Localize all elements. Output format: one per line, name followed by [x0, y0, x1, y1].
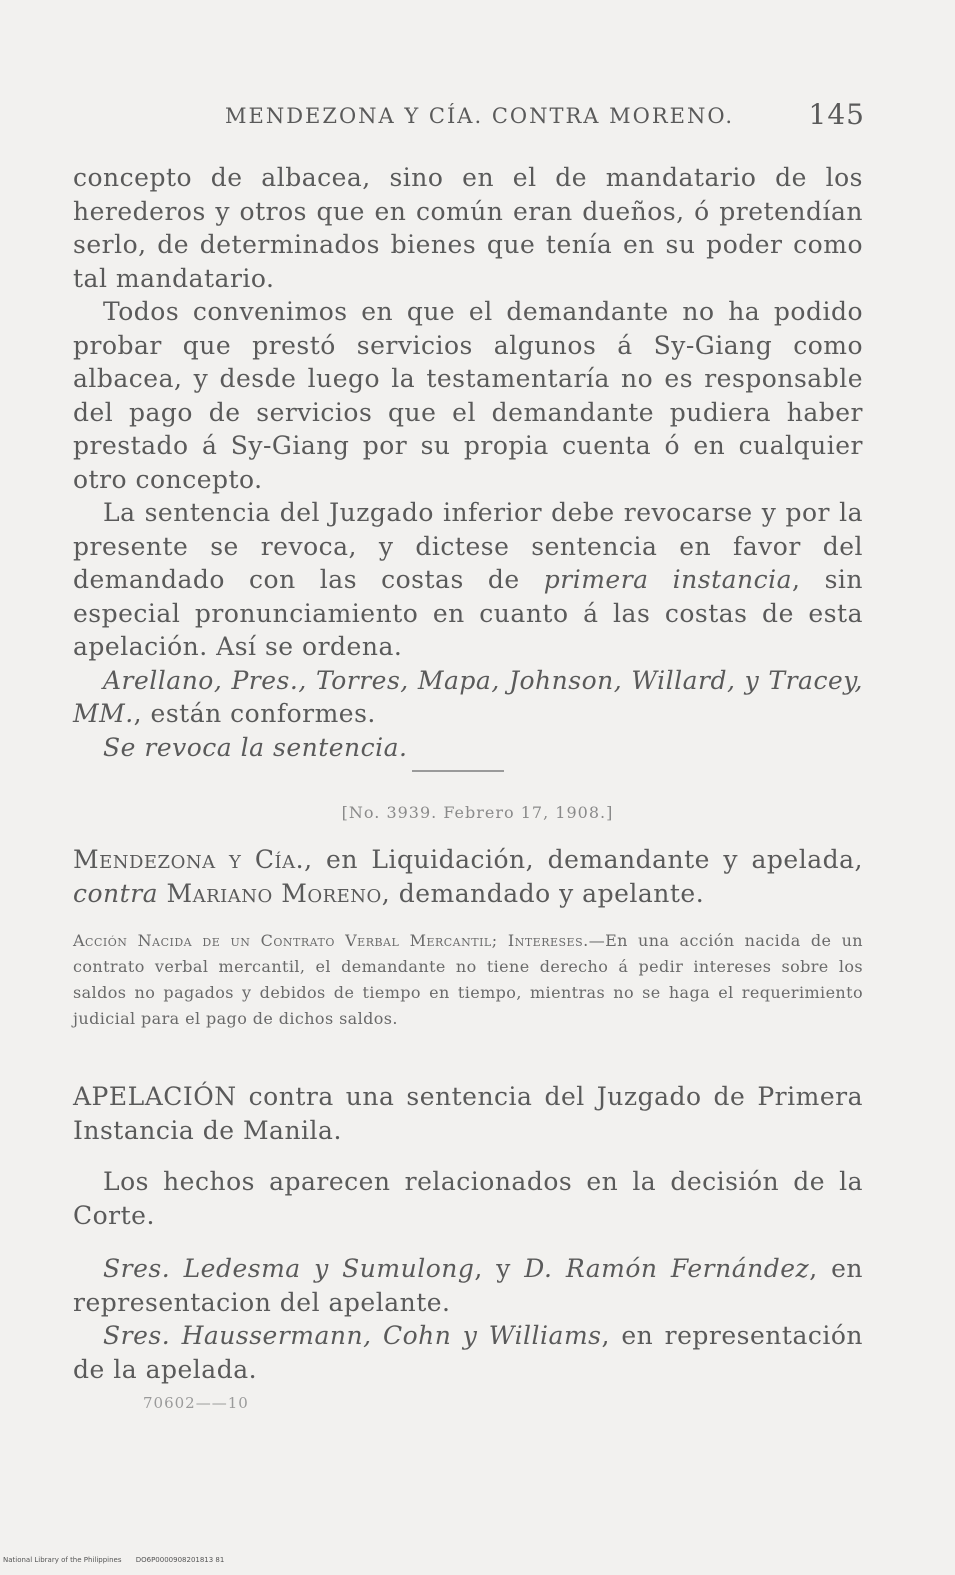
disposition-line	[73, 731, 863, 765]
justices-names: Arellano, Pres., Torres, Mapa, Johnson, Willard, y Tracey, MM.	[73, 665, 863, 728]
scan-footer	[3, 1556, 236, 1564]
appellee-counsel-names: Sres. Haussermann, Cohn y Williams	[103, 1321, 602, 1350]
appellee-counsel	[73, 1319, 863, 1386]
appeal-text: contra una sentencia del Juzgado de Primera Instancia de Manila.	[73, 1082, 863, 1145]
appellee-counsel-role: , en representación de la apelada.	[73, 1321, 864, 1384]
appellant-counsel-names-a: Sres. Ledesma y Sumulong	[103, 1254, 475, 1283]
appellant-counsel-role: , en representacion del apelante.	[73, 1254, 863, 1317]
footer-code: DO6P0000908201813 81	[135, 1556, 225, 1564]
page-number: 145	[808, 98, 865, 131]
concurring-justices	[73, 664, 863, 731]
case-parties	[73, 843, 863, 910]
plaintiff-name: Mendezona y Cía.	[73, 845, 305, 874]
decision-text	[73, 161, 863, 764]
appellant-counsel	[73, 1252, 863, 1319]
case-number: [No. 3939. Febrero 17, 1908.]	[341, 803, 614, 822]
paragraph-3-italic: primera instancia	[543, 565, 793, 594]
defendant-role: , demandado y apelante.	[381, 878, 705, 908]
syllabus	[73, 928, 863, 1032]
appellant-counsel-mid: , y	[474, 1254, 525, 1283]
counsel-block	[73, 1252, 863, 1386]
syllabus-text: —En una acción nacida de un contrato verbal mercantil, el demandante no tiene derecho á pedir intereses sobre los saldos no pagados y debidos de tiempo en tiempo, mientras no se haga el requerimiento judicial para el pago de dichos saldos.	[73, 931, 863, 1028]
appeal-statement	[73, 1080, 863, 1147]
plaintiff-role: , en Liquidación, demandante y apelada,	[304, 845, 863, 874]
syllabus-heading: Acción Nacida de un Contrato Verbal Mercantil; Intereses.	[73, 931, 589, 950]
facts-statement: Los hechos aparecen relacionados en la decisión de la Corte.	[73, 1167, 863, 1230]
paragraph-1: concepto de albacea, sino en el de mandatario de los herederos y otros que en común eran dueños, ó pretendían serlo, de determinados bienes que tenía en su poder como tal mandatario.	[73, 163, 863, 293]
running-header	[225, 98, 865, 134]
appellant-counsel-names-b: D. Ramón Fernández	[524, 1254, 810, 1283]
contra-word: contra	[73, 878, 159, 908]
concurrence-text: , están conformes.	[133, 699, 376, 728]
paragraph-2: Todos convenimos en que el demandante no ha podido probar que prestó servicios algunos á Sy-Giang como albacea, y desde luego la testamentaría no es responsable del pago de servicios que el demandante pudiera haber prestado á Sy-Giang por su propia cuenta ó en cualquier otro concepto.	[73, 297, 863, 494]
defendant-name: Mariano Moreno	[166, 878, 382, 908]
running-title: MENDEZONA Y CÍA. CONTRA MORENO.	[225, 104, 735, 128]
footer-library: National Library of the Philippines	[3, 1556, 122, 1564]
print-code: 70602——10	[143, 1394, 249, 1412]
appeal-lead: APELACIÓN	[73, 1082, 237, 1111]
paragraph-3	[73, 496, 863, 664]
section-divider	[412, 770, 504, 772]
paragraph-3-text-b: , sin especial pronunciamiento en cuanto á las costas de esta apelación. Así se ordena.	[73, 565, 863, 661]
disposition-text: Se revoca la sentencia.	[103, 732, 408, 762]
paragraph-3-text-a: La sentencia del Juzgado inferior debe revocarse y por la presente se revoca, y dictese sentencia en favor del demandado con las costas de	[73, 498, 863, 594]
